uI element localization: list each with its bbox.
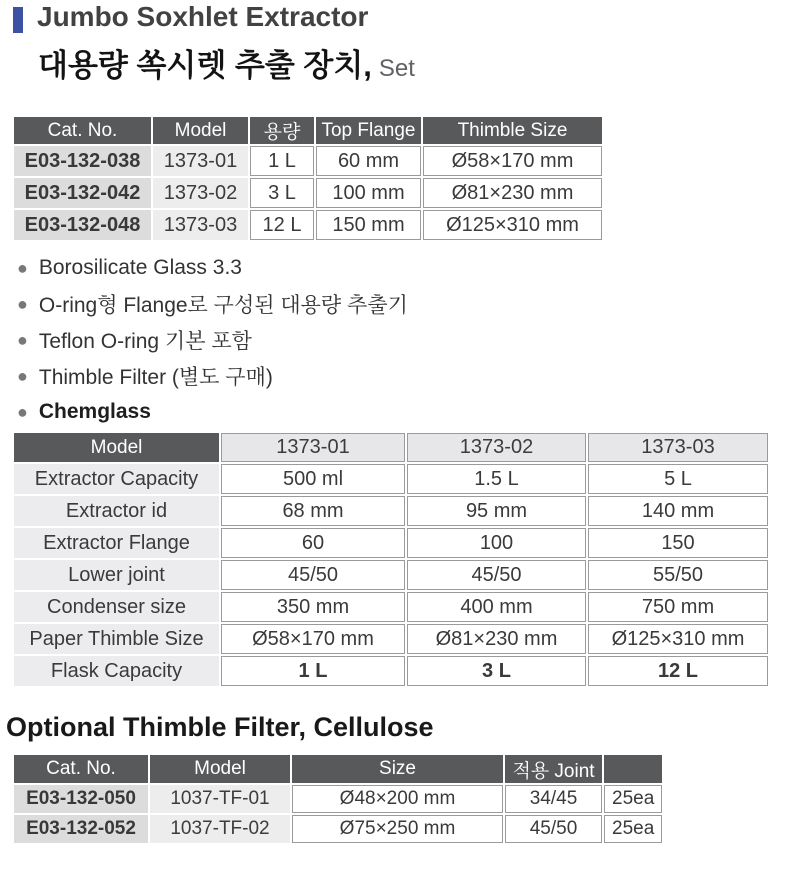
- spec-value-cell: 45/50: [407, 560, 586, 590]
- cat-no-cell: E03-132-042: [14, 178, 151, 208]
- page-title: Jumbo Soxhlet Extractor: [37, 1, 369, 32]
- spec-value-cell: 68 mm: [221, 496, 405, 526]
- table-header-row: [14, 117, 602, 144]
- size-cell: Ø75×250 mm: [292, 815, 503, 843]
- column-header-cat-no: Cat. No.: [14, 755, 148, 783]
- product-table: [12, 115, 604, 242]
- model-cell: 1373-02: [153, 178, 248, 208]
- model-cell: 1373-01: [153, 146, 248, 176]
- bullet-icon: ●: [17, 293, 28, 314]
- spec-row-label: Paper Thimble Size: [14, 624, 219, 654]
- optional-table: [12, 753, 664, 845]
- feature-text: Teflon O-ring 기본 포함: [38, 330, 252, 353]
- top-flange-cell: 60 mm: [316, 146, 421, 176]
- spec-value-cell: Ø125×310 mm: [588, 624, 768, 654]
- cat-no-cell: E03-132-050: [14, 785, 148, 813]
- bullet-icon: ●: [17, 329, 28, 350]
- spec-value-cell: Ø58×170 mm: [221, 624, 405, 654]
- spec-value-cell: 100: [407, 528, 586, 558]
- thimble-size-cell: Ø58×170 mm: [423, 146, 602, 176]
- spec-value-cell: 750 mm: [588, 592, 768, 622]
- spec-value-cell: 1 L: [221, 656, 405, 686]
- spec-row-label: Extractor Capacity: [14, 464, 219, 494]
- table-row: [14, 496, 768, 526]
- feature-text: Thimble Filter (별도 구매): [38, 366, 273, 389]
- column-header-top-flange: Top Flange: [316, 117, 421, 144]
- page-subtitle: [38, 40, 415, 85]
- thimble-size-cell: Ø81×230 mm: [423, 178, 602, 208]
- spec-table: [12, 431, 770, 688]
- joint-cell: 45/50: [505, 815, 602, 843]
- spec-value-cell: 95 mm: [407, 496, 586, 526]
- spec-value-cell: 60: [221, 528, 405, 558]
- accent-bar: [13, 7, 23, 33]
- capacity-cell: 3 L: [250, 178, 314, 208]
- spec-value-cell: 400 mm: [407, 592, 586, 622]
- column-header-cat-no: Cat. No.: [14, 117, 151, 144]
- feature-list: [17, 250, 408, 430]
- capacity-cell: 12 L: [250, 210, 314, 240]
- spec-value-cell: 3 L: [407, 656, 586, 686]
- model-cell: 1373-03: [153, 210, 248, 240]
- list-item: [17, 394, 408, 430]
- thimble-size-cell: Ø125×310 mm: [423, 210, 602, 240]
- cat-no-cell: E03-132-038: [14, 146, 151, 176]
- table-row: [14, 464, 768, 494]
- column-header-empty: [604, 755, 662, 783]
- quantity-cell: 25ea: [604, 815, 662, 843]
- size-cell: Ø48×200 mm: [292, 785, 503, 813]
- table-row: [14, 178, 602, 208]
- table-row: [14, 528, 768, 558]
- table-header-row: [14, 755, 662, 783]
- spec-value-cell: 150: [588, 528, 768, 558]
- model-cell: 1037-TF-01: [150, 785, 290, 813]
- spec-value-cell: 45/50: [221, 560, 405, 590]
- list-item: [17, 250, 408, 286]
- spec-value-cell: 55/50: [588, 560, 768, 590]
- table-header-row: [14, 433, 768, 462]
- column-header-model: Model: [150, 755, 290, 783]
- bullet-icon: ●: [17, 257, 28, 278]
- spec-row-label: Extractor Flange: [14, 528, 219, 558]
- spec-model-column: 1373-01: [221, 433, 405, 462]
- cat-no-cell: E03-132-052: [14, 815, 148, 843]
- spec-value-cell: 1.5 L: [407, 464, 586, 494]
- column-header-joint: 적용 Joint: [505, 755, 602, 783]
- spec-value-cell: 500 ml: [221, 464, 405, 494]
- feature-text: Chemglass: [38, 400, 151, 423]
- spec-row-label: Extractor id: [14, 496, 219, 526]
- top-flange-cell: 100 mm: [316, 178, 421, 208]
- top-flange-cell: 150 mm: [316, 210, 421, 240]
- column-header-model: Model: [153, 117, 248, 144]
- bullet-icon: ●: [17, 365, 28, 386]
- table-row: [14, 592, 768, 622]
- list-item: [17, 286, 408, 322]
- joint-cell: 34/45: [505, 785, 602, 813]
- table-row: [14, 146, 602, 176]
- table-row: [14, 785, 662, 813]
- feature-text: Borosilicate Glass 3.3: [38, 256, 242, 279]
- column-header-size: Size: [292, 755, 503, 783]
- table-row: [14, 815, 662, 843]
- page-subtitle-korean: 대용량 쏙시렛 추출 장치,: [38, 48, 372, 83]
- cat-no-cell: E03-132-048: [14, 210, 151, 240]
- spec-model-column: 1373-02: [407, 433, 586, 462]
- table-row: [14, 624, 768, 654]
- spec-value-cell: Ø81×230 mm: [407, 624, 586, 654]
- spec-value-cell: 5 L: [588, 464, 768, 494]
- spec-row-label: Condenser size: [14, 592, 219, 622]
- spec-header-model: Model: [14, 433, 219, 462]
- spec-value-cell: 140 mm: [588, 496, 768, 526]
- spec-row-label: Flask Capacity: [14, 656, 219, 686]
- feature-text: O-ring형 Flange로 구성된 대용량 추출기: [38, 294, 408, 317]
- capacity-cell: 1 L: [250, 146, 314, 176]
- spec-row-label: Lower joint: [14, 560, 219, 590]
- section-title-optional-thimble-filter: Optional Thimble Filter, Cellulose: [6, 712, 434, 742]
- list-item: [17, 358, 408, 394]
- quantity-cell: 25ea: [604, 785, 662, 813]
- spec-model-column: 1373-03: [588, 433, 768, 462]
- model-cell: 1037-TF-02: [150, 815, 290, 843]
- list-item: [17, 322, 408, 358]
- page-subtitle-set: Set: [378, 55, 415, 82]
- bullet-icon: ●: [17, 401, 28, 422]
- column-header-capacity: 용량: [250, 117, 314, 144]
- table-row: [14, 560, 768, 590]
- spec-value-cell: 12 L: [588, 656, 768, 686]
- table-row: [14, 210, 602, 240]
- column-header-thimble-size: Thimble Size: [423, 117, 602, 144]
- spec-value-cell: 350 mm: [221, 592, 405, 622]
- table-row: [14, 656, 768, 686]
